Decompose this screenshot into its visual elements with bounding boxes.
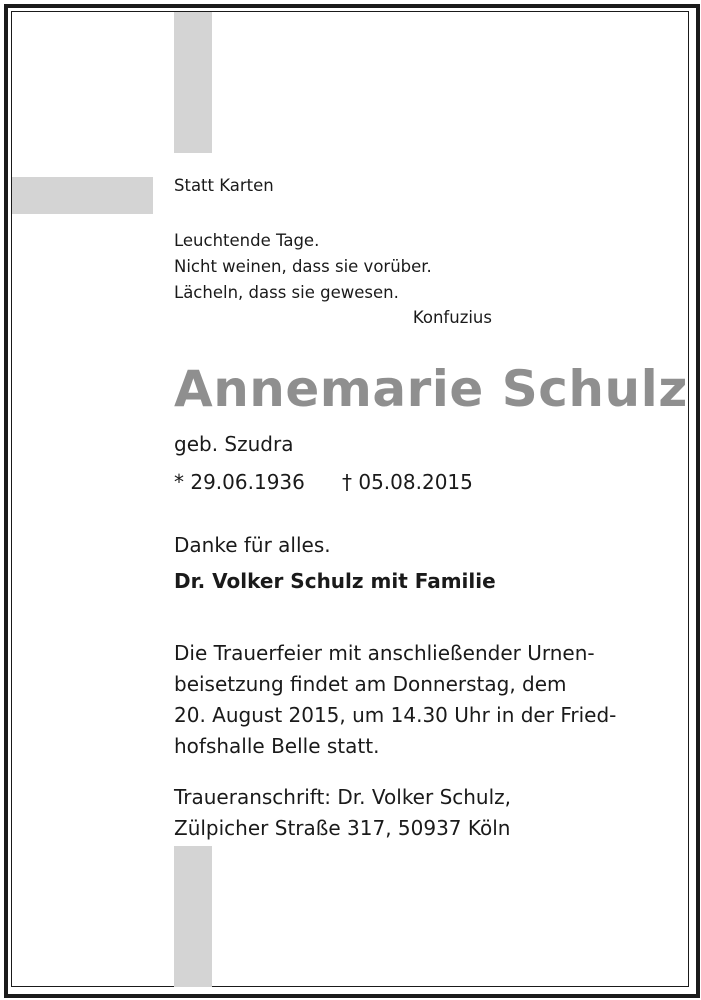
- intro-text: Statt Karten: [174, 176, 274, 195]
- cross-bar-left: [12, 177, 153, 214]
- quote-author: Konfuzius: [412, 308, 492, 327]
- address-line: Traueranschrift: Dr. Volker Schulz,: [174, 785, 512, 809]
- signer-name: Dr. Volker Schulz mit Familie: [174, 569, 496, 593]
- quote: [174, 228, 432, 306]
- funeral-info: [174, 638, 616, 762]
- deceased-name: Annemarie Schulz: [174, 360, 688, 418]
- address-line: Zülpicher Straße 317, 50937 Köln: [174, 816, 511, 840]
- quote-line: Leuchtende Tage.: [174, 231, 320, 250]
- funeral-line: Die Trauerfeier mit anschließender Urnen-: [174, 641, 595, 665]
- funeral-line: 20. August 2015, um 14.30 Uhr in der Fried-: [174, 703, 617, 727]
- cross-bar-bottom: [174, 846, 212, 987]
- mourning-address: [174, 782, 511, 844]
- funeral-line: hofshalle Belle statt.: [174, 734, 380, 758]
- quote-line: Nicht weinen, dass sie vorüber.: [174, 257, 432, 276]
- death-date: † 05.08.2015: [342, 470, 473, 494]
- cross-bar-top: [174, 12, 212, 153]
- life-dates: [174, 466, 473, 498]
- birth-date: * 29.06.1936: [174, 470, 305, 494]
- funeral-line: beisetzung findet am Donnerstag, dem: [174, 672, 567, 696]
- maiden-name: geb. Szudra: [174, 432, 294, 456]
- quote-line: Lächeln, dass sie gewesen.: [174, 283, 399, 302]
- thanks-text: Danke für alles.: [174, 533, 331, 557]
